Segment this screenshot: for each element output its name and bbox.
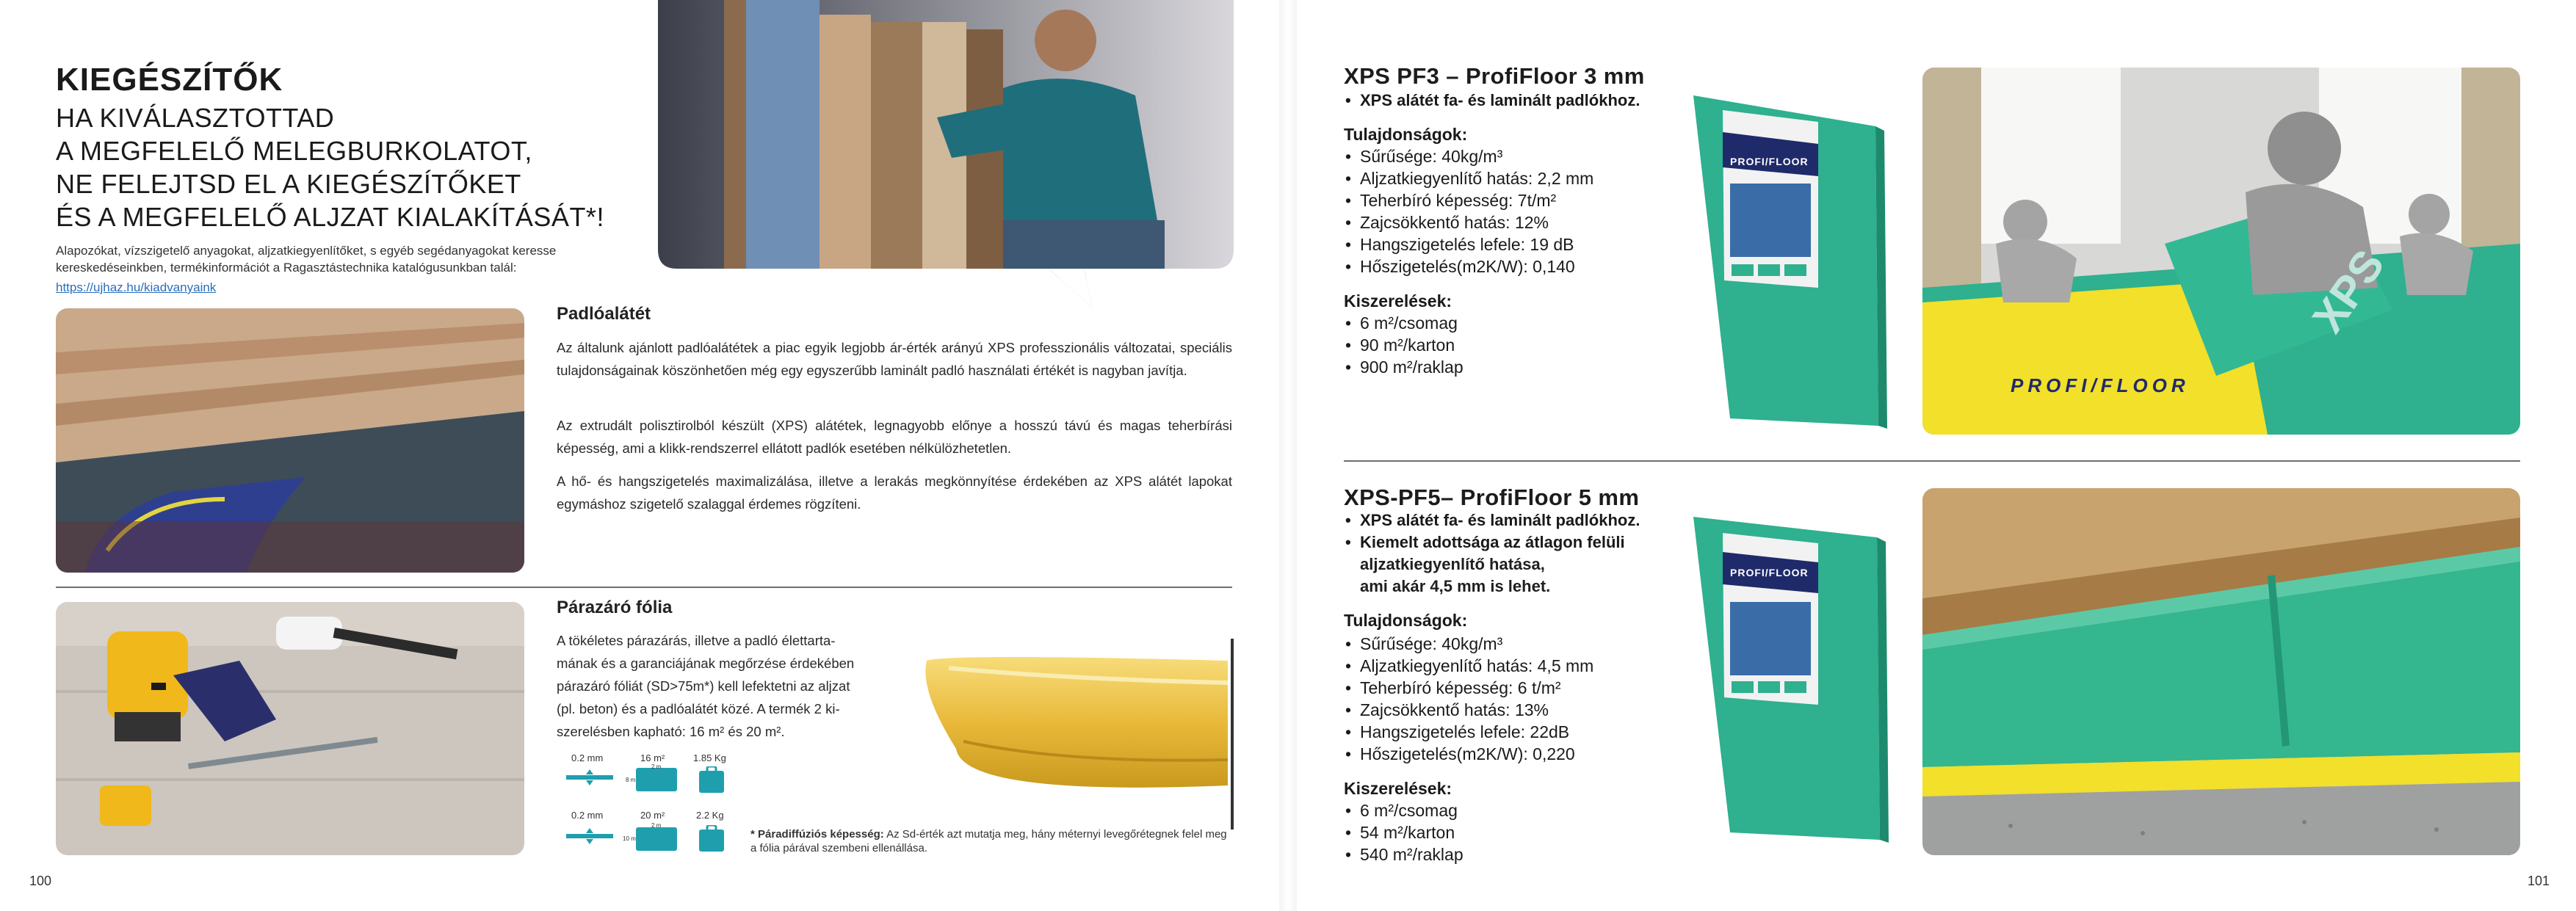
bullet-cont-line: aljzatkiegyenlítő hatása, bbox=[1360, 555, 1545, 573]
underlay-photo bbox=[56, 308, 524, 573]
page-subheading bbox=[56, 101, 604, 233]
props-list bbox=[1344, 145, 1593, 277]
spec-area: 20 m² bbox=[640, 810, 665, 821]
padloalatet-paragraph: A hő- és hangszigetelés maximalizálása, illetve a lerakás megkönnyítése érdekében az XPS alátét lapokat egymáshoz szigetelő szalaggal érdemes rögzíteni. bbox=[557, 473, 1232, 512]
xps-mark: XPS bbox=[2303, 241, 2394, 341]
prop-item: • Hangszigetelés lefele: 22dB bbox=[1344, 721, 1593, 743]
page-number-right: 101 bbox=[2528, 874, 2550, 888]
roll-area-icon bbox=[636, 768, 677, 791]
bullet-continuation bbox=[1360, 554, 1550, 598]
floor-brand: PROFI/FLOOR bbox=[2011, 374, 2190, 396]
bullet-item: • XPS alátét fa- és laminált padlókhoz. bbox=[1344, 509, 1640, 531]
weight-icon bbox=[698, 766, 726, 793]
packs-list bbox=[1344, 799, 1464, 865]
xps-board-image bbox=[1679, 507, 1899, 859]
spec-side: 10 m bbox=[623, 835, 636, 842]
props-label: Tulajdonságok: bbox=[1344, 611, 1468, 630]
product-bullets bbox=[1344, 90, 1640, 112]
product-bullets bbox=[1344, 509, 1640, 554]
tools-photo bbox=[56, 602, 524, 855]
padloalatet-paragraph: Az extrudált polisztirolból készült (XPS) alátétek, legnagyobb előnye a hosszú távú és magas teherbírási képesség, ami a klikk-rendszerrel ellátott padlók esetében nélkülözhetetlen. bbox=[557, 418, 1232, 456]
subheading-line: HA KIVÁLASZTOTTAD bbox=[56, 103, 335, 133]
pack-item: • 540 m²/raklap bbox=[1344, 843, 1464, 865]
parazaro-line: párazáró fóliát (SD>75m*) kell lefektetni az aljzat bbox=[557, 678, 850, 694]
prop-item: • Zajcsökkentő hatás: 13% bbox=[1344, 699, 1593, 721]
product-title: XPS PF3 – ProfiFloor 3 mm bbox=[1344, 63, 1645, 89]
parazaro-line: mának és a garanciájának megőrzése érdekében bbox=[557, 656, 855, 671]
book-gutter bbox=[1279, 0, 1297, 911]
spec-thickness: 0.2 mm bbox=[571, 752, 604, 763]
prop-item: • Hangszigetelés lefele: 19 dB bbox=[1344, 233, 1593, 255]
footnote-line bbox=[750, 827, 1235, 841]
prop-item: • Teherbíró képesség: 6 t/m² bbox=[1344, 677, 1593, 699]
install-scene-photo bbox=[1922, 68, 2520, 435]
spec-thickness: 0.2 mm bbox=[571, 810, 604, 821]
footnote-line: a fólia párával szembeni ellenállása. bbox=[750, 842, 927, 854]
pack-item: • 54 m²/karton bbox=[1344, 821, 1464, 843]
parazaro-line: (pl. beton) és a padlóalátét közé. A termék 2 ki- bbox=[557, 701, 840, 716]
left-page bbox=[0, 0, 1279, 911]
prop-item: • Hőszigetelés(m2K/W): 0,140 bbox=[1344, 255, 1593, 277]
hero-photo bbox=[658, 0, 1234, 308]
prop-item: • Sűrűsége: 40kg/m³ bbox=[1344, 145, 1593, 167]
weight-icon bbox=[698, 825, 726, 852]
prop-item: • Aljzatkiegyenlítő hatás: 4,5 mm bbox=[1344, 655, 1593, 677]
packs-label: Kiszerelések: bbox=[1344, 779, 1452, 798]
spec-area: 16 m² bbox=[640, 752, 665, 763]
footnote bbox=[750, 827, 1235, 855]
thickness-icon bbox=[566, 828, 613, 844]
footnote-rest: Az Sd-érték azt mutatja meg, hány méternyi levegőrétegnek felel meg bbox=[886, 828, 1227, 841]
parazaro-line: szerelésben kapható: 16 m² és 20 m². bbox=[557, 724, 785, 739]
packs-list bbox=[1344, 312, 1464, 378]
pack-item: • 900 m²/raklap bbox=[1344, 356, 1464, 378]
thickness-icon bbox=[566, 769, 613, 785]
pack-item: • 90 m²/karton bbox=[1344, 334, 1464, 356]
foil-roll-image bbox=[919, 639, 1234, 830]
catalog-link[interactable]: https://ujhaz.hu/kiadvanyaink bbox=[56, 280, 217, 294]
section-divider bbox=[1344, 460, 2520, 462]
bullet-cont-line: ami akár 4,5 mm is lehet. bbox=[1360, 577, 1551, 595]
board-brand: PROFI/FLOOR bbox=[1730, 156, 1809, 167]
subheading-line: NE FELEJTSD EL A KIEGÉSZÍTŐKET bbox=[56, 169, 521, 199]
spec-side: 8 m bbox=[626, 777, 636, 783]
section-divider bbox=[56, 587, 1232, 588]
prop-item: • Aljzatkiegyenlítő hatás: 2,2 mm bbox=[1344, 167, 1593, 189]
props-label: Tulajdonságok: bbox=[1344, 125, 1468, 144]
subheading-line: A MEGFELELŐ MELEGBURKOLATOT, bbox=[56, 136, 532, 166]
spec-weight: 2.2 Kg bbox=[696, 810, 724, 821]
cross-section-photo bbox=[1922, 488, 2520, 855]
spec-area-sub: 2 m bbox=[651, 822, 662, 829]
xps-board-image bbox=[1679, 73, 1899, 433]
parazaro-line: A tökéletes párazárás, illetve a padló élettarta- bbox=[557, 633, 836, 648]
packs-label: Kiszerelések: bbox=[1344, 291, 1452, 311]
product-title: XPS-PF5– ProfiFloor 5 mm bbox=[1344, 484, 1640, 510]
board-brand: PROFI/FLOOR bbox=[1730, 567, 1809, 578]
footnote-bold: * Páradiffúziós képesség: bbox=[750, 828, 884, 841]
prop-item: • Teherbíró képesség: 7t/m² bbox=[1344, 189, 1593, 211]
bullet-item: • Kiemelt adottsága az átlagon felüli bbox=[1344, 531, 1640, 554]
pack-item: • 6 m²/csomag bbox=[1344, 312, 1464, 334]
roll-area-icon bbox=[636, 827, 677, 851]
props-list bbox=[1344, 633, 1593, 765]
intro-text bbox=[56, 242, 556, 276]
intro-line: Alapozókat, vízszigetelő anyagokat, aljzatkiegyenlítőket, s egyéb segédanyagokat keresse bbox=[56, 244, 557, 258]
padloalatet-title: Padlóalátét bbox=[557, 304, 651, 324]
intro-line: kereskedéseinkben, termékinformációt a Ragasztástechnika katalógusunkban talál: bbox=[56, 261, 517, 275]
right-page bbox=[1297, 0, 2576, 911]
prop-item: • Zajcsökkentő hatás: 12% bbox=[1344, 211, 1593, 233]
pack-item: • 6 m²/csomag bbox=[1344, 799, 1464, 821]
subheading-line: ÉS A MEGFELELŐ ALJZAT KIALAKÍTÁSÁT*! bbox=[56, 202, 604, 232]
spec-area-sub: 2 m bbox=[651, 763, 662, 770]
padloalatet-paragraph: Az általunk ajánlott padlóalátétek a piac egyik legjobb ár-érték arányú XPS professzionális változatai, speciális tulajdonságainak köszönhetően még egy egyszerűbb laminált padló használati értékét is nagyban javítja. bbox=[557, 340, 1232, 378]
page-number-left: 100 bbox=[29, 874, 52, 888]
prop-item: • Hőszigetelés(m2K/W): 0,220 bbox=[1344, 743, 1593, 765]
bullet-item: • XPS alátét fa- és laminált padlókhoz. bbox=[1344, 90, 1640, 112]
parazaro-text bbox=[557, 629, 854, 743]
parazaro-title: Párazáró fólia bbox=[557, 598, 673, 617]
spec-weight: 1.85 Kg bbox=[693, 752, 726, 763]
prop-item: • Sűrűsége: 40kg/m³ bbox=[1344, 633, 1593, 655]
page-heading: KIEGÉSZÍTŐK bbox=[56, 62, 283, 98]
